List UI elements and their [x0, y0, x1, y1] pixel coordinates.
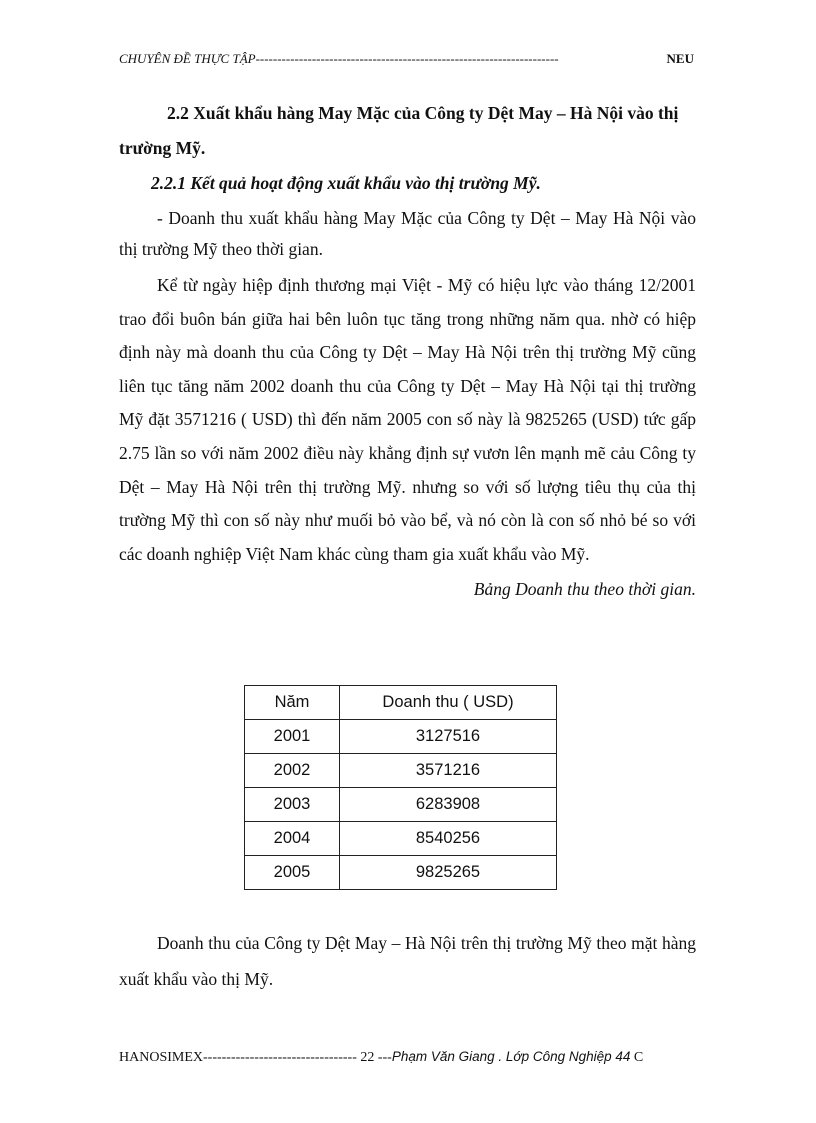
paragraph-after-table: Doanh thu của Công ty Dệt May – Hà Nội trên thị trường Mỹ theo mặt hàng xuất khẩu vào thị Mỹ.	[119, 933, 696, 989]
paragraph-intro: - Doanh thu xuất khẩu hàng May Mặc của Công ty Dệt – May Hà Nội vào thị trường Mỹ theo thời gian.	[119, 208, 696, 259]
page-header	[119, 50, 694, 68]
header-left: CHUYÊN ĐỀ THỰC TẬP----------------------------------------------------------------------	[119, 51, 559, 66]
cell-revenue: 8540256	[340, 822, 557, 856]
cell-year: 2002	[245, 754, 340, 788]
cell-year: 2004	[245, 822, 340, 856]
footer-author: Phạm Văn Giang . Lớp Công Nghiệp 44	[391, 1049, 631, 1064]
cell-year: 2001	[245, 720, 340, 754]
header-revenue: Doanh thu ( USD)	[340, 686, 557, 720]
header-year: Năm	[245, 686, 340, 720]
cell-revenue: 3127516	[340, 720, 557, 754]
table-row	[245, 720, 557, 754]
header-right: NEU	[666, 51, 694, 66]
document-body	[119, 96, 696, 606]
table-row	[245, 788, 557, 822]
revenue-table	[244, 685, 557, 890]
footer-suffix: C	[630, 1050, 644, 1065]
table-row	[245, 822, 557, 856]
cell-year: 2005	[245, 856, 340, 890]
table-caption: Bảng Doanh thu theo thời gian.	[473, 579, 696, 600]
table-header-row	[245, 686, 557, 720]
section-heading: 2.2 Xuất khẩu hàng May Mặc của Công ty Dệt May – Hà Nội vào thị trường Mỹ.	[119, 103, 679, 158]
paragraph-body: Kể từ ngày hiệp định thương mại Việt - Mỹ có hiệu lực vào tháng 12/2001 trao đổi buôn bán giữa hai bên luôn tục tăng trong những năm qua. nhờ có hiệp định này mà doanh thu của Công ty Dệt – May Hà Nội trên thị trường Mỹ cũng liên tục tăng năm 2002 doanh thu của Công ty Dệt – May Hà Nội tại thị trường Mỹ đặt 3571216 ( USD) thì đến năm 2005 con số này là 9825265 (USD) tức gấp 2.75 lần so với năm 2002 điều này khẳng định sự vươn lên mạnh mẽ cảu Công ty Dệt – May Hà Nội trên thị trường Mỹ. nhưng so với số lượng tiêu thụ của thị trường Mỹ thì con số này như muối bỏ vào bể, và nó còn là con số nhỏ bé so với các doanh nghiệp Việt Nam khác cùng tham gia xuất khẩu vào Mỹ.	[119, 275, 696, 564]
table-row	[245, 856, 557, 890]
subsection-heading: 2.2.1 Kết quả hoạt động xuất khẩu vào thị trường Mỹ.	[151, 173, 541, 193]
cell-revenue: 9825265	[340, 856, 557, 890]
cell-year: 2003	[245, 788, 340, 822]
table-row	[245, 754, 557, 788]
cell-revenue: 6283908	[340, 788, 557, 822]
page-footer	[119, 1049, 696, 1066]
cell-revenue: 3571216	[340, 754, 557, 788]
footer-left: HANOSIMEX--------------------------------- 22 ---	[119, 1050, 392, 1065]
